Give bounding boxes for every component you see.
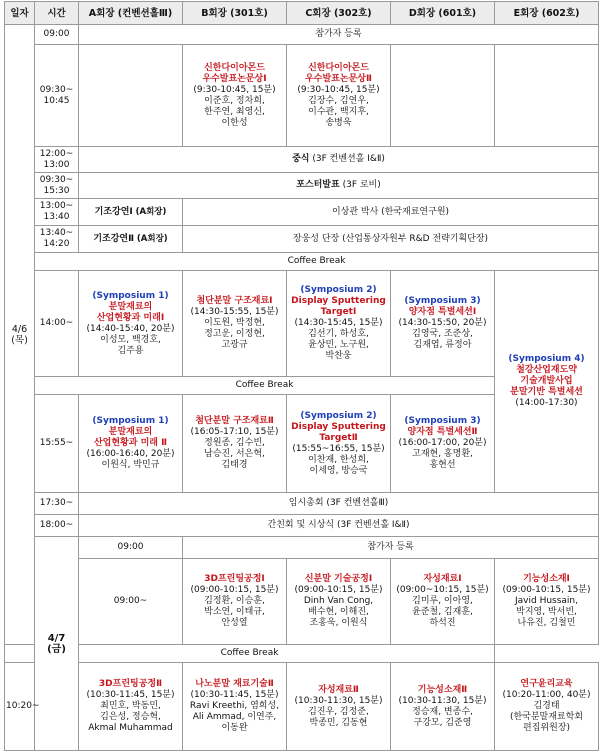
presenters: 이수관, 백지후, xyxy=(308,106,369,117)
presenters: Javid Hussain, xyxy=(515,596,578,606)
symposium-label: (Symposium 3) xyxy=(404,416,481,426)
session-time: (15:55~16:55, 15분) xyxy=(292,443,385,454)
presenters: 김주용 xyxy=(117,345,144,356)
session-time: (10:20-11:00, 40분) xyxy=(502,690,591,700)
session-title: 신한다이아몬드 xyxy=(308,62,369,73)
time-cell: 17:30~ xyxy=(35,493,79,515)
presenters: 정승재, 변종수, xyxy=(412,706,473,717)
presenters: 이세영, 방승국 xyxy=(309,465,368,476)
empty-cell xyxy=(495,45,599,147)
session-time: (10:30-11:30, 15분) xyxy=(398,695,487,706)
symposium-label: (Symposium 2) xyxy=(300,285,377,295)
presenters: 김진우, 김정준, xyxy=(308,706,369,717)
session-title: 연구윤리교육 xyxy=(520,679,573,689)
presenters: 박소연, 이태규, xyxy=(204,607,265,617)
session-title: 첨단분말 구조재료Ⅱ xyxy=(195,416,274,426)
time-start: 13:00~ xyxy=(39,201,74,211)
session-time: (9:30-10:45, 15분) xyxy=(297,84,380,95)
session-cell xyxy=(495,271,599,493)
session-title: Display Sputtering xyxy=(291,421,386,432)
presenters: 김정환, 이승훈, xyxy=(204,596,265,606)
session-time: (14:30-15:55, 15분) xyxy=(190,307,279,317)
presenters: 송병욱 xyxy=(325,117,352,128)
presenters: 나유진, 김철민 xyxy=(517,618,576,628)
time-start: 09:30~ xyxy=(39,174,74,185)
header-row xyxy=(5,2,599,25)
general-meeting-cell: 임시총회 (3F 컨벤션홀Ⅲ) xyxy=(79,493,599,515)
time-cell xyxy=(35,173,79,199)
banquet-cell: 간친회 및 시상식 (3F 컨벤션홀 Ⅰ&Ⅱ) xyxy=(79,515,599,537)
presenters: 조홍욱, 이원식 xyxy=(309,618,368,628)
day2-weekday: (금) xyxy=(47,643,66,655)
presenters: 박찬웅 xyxy=(325,351,352,361)
session-title: 자성재료Ⅱ xyxy=(318,684,359,695)
presenters: 이한성 xyxy=(221,117,248,128)
presenters: 한주연, 최영신, xyxy=(204,106,265,117)
presenters: 윤상민, 노구원, xyxy=(308,340,369,350)
session-title: 우수발표논문상Ⅰ xyxy=(202,73,267,84)
col-header-room-d: D회장 (601호) xyxy=(391,2,495,25)
session-cell xyxy=(391,271,495,377)
presenters: 정원종, 김수빈, xyxy=(204,438,265,448)
time-start: 13:40~ xyxy=(39,228,74,238)
session-title: 신분말 기술공정Ⅰ xyxy=(304,574,373,584)
lunch-location: (3F 컨벤션홀 Ⅰ&Ⅱ) xyxy=(312,154,385,164)
presenters: 편집위원장) xyxy=(523,723,570,733)
session-time: (09:00-10:15, 15분) xyxy=(502,585,591,595)
presenters: 구강모, 김준영 xyxy=(413,717,472,728)
keynote-speaker: 장웅성 단장 (산업통상자원부 R&D 전략기획단장) xyxy=(183,226,599,253)
presenters: 박종민, 김동현 xyxy=(309,717,368,728)
session-title: TargetⅡ xyxy=(319,432,358,443)
session-title: 신한다이아몬드 xyxy=(204,62,265,73)
symposium-label: (Symposium 1) xyxy=(92,290,169,301)
session-title: 양자점 특별세션Ⅰ xyxy=(408,307,477,317)
col-header-date: 일자 xyxy=(5,2,35,25)
presenters: 김장수, 김연우, xyxy=(308,95,369,106)
time-end: 15:30 xyxy=(43,185,70,196)
session-cell xyxy=(183,271,287,377)
time-cell: 09:00~ xyxy=(79,559,183,645)
time-cell: 10:20~ xyxy=(5,663,35,751)
session-title: 산업현황과 미래Ⅰ xyxy=(96,312,165,323)
presenters: 김은성, 정승혁, xyxy=(100,712,161,722)
session-title: 양자점 특별세션Ⅱ xyxy=(407,427,478,437)
presenters: 고재현, 홍명환, xyxy=(412,449,473,459)
session-time: (10:30-11:45, 15분) xyxy=(190,690,279,700)
day2-date-cell xyxy=(35,537,79,751)
presenters: 이찬재, 한성희, xyxy=(308,454,369,465)
session-title: 기능성소재Ⅰ xyxy=(523,574,570,584)
session-cell xyxy=(79,663,183,751)
session-title: 나노분말 재료기술Ⅱ xyxy=(195,679,274,689)
col-header-room-e: E회장 (602호) xyxy=(495,2,599,25)
presenters: 김미루, 이아영, xyxy=(412,596,473,606)
keynote-title: 기조강연Ⅰ xyxy=(94,206,133,217)
time-cell xyxy=(35,147,79,173)
poster-cell xyxy=(79,173,599,199)
presenters: 이준호, 정차희, xyxy=(204,95,265,106)
time-cell xyxy=(35,199,79,226)
time-end: 13:40 xyxy=(43,212,70,222)
presenters: 김재엽, 류정아 xyxy=(413,340,472,350)
session-cell xyxy=(391,663,495,751)
time-cell xyxy=(35,45,79,147)
session-cell xyxy=(495,663,599,751)
col-header-room-b: B회장 (301호) xyxy=(183,2,287,25)
session-title: 분말기반 특별세션 xyxy=(510,387,583,397)
presenters: 김영국, 조준상, xyxy=(412,329,473,339)
session-time: (09:00-10:15, 15분) xyxy=(294,585,383,595)
empty-cell xyxy=(391,45,495,147)
session-time: (16:00-17:00, 20분) xyxy=(398,438,487,448)
col-header-time: 시간 xyxy=(35,2,79,25)
time-start: 12:00~ xyxy=(39,148,74,159)
session-title: 철강산업재도약 xyxy=(516,365,577,375)
coffee-break: Coffee Break xyxy=(35,253,599,271)
lunch-label: 중식 xyxy=(292,154,310,164)
presenters: 최민호, 박동민, xyxy=(100,701,161,711)
presenters: (한국분말재료학회 xyxy=(509,712,584,722)
session-title: Display Sputtering xyxy=(291,296,386,306)
session-cell xyxy=(287,45,391,147)
registration-cell: 참가자 등록 xyxy=(183,537,599,559)
session-title: 기능성소재Ⅱ xyxy=(417,684,468,695)
col-header-room-c: C회장 (302호) xyxy=(287,2,391,25)
session-time: (9:30-10:45, 15분) xyxy=(193,84,276,95)
session-time: (14:30-15:50, 20분) xyxy=(398,318,487,328)
keynote-title-cell xyxy=(79,199,183,226)
session-cell xyxy=(183,559,287,645)
presenters: 김선기, 하성호, xyxy=(308,329,369,339)
session-title: 산업현황과 미래 Ⅱ xyxy=(93,438,168,448)
coffee-break: Coffee Break xyxy=(5,645,495,663)
presenters: 배수현, 이해진, xyxy=(308,607,369,617)
time-end: 10:45 xyxy=(43,95,70,106)
session-time: (14:40-15:40, 20분) xyxy=(86,323,175,334)
session-time: (10:30-11:30, 15분) xyxy=(294,695,383,706)
time-cell: 09:00 xyxy=(79,537,183,559)
symposium-label: (Symposium 3) xyxy=(404,296,481,306)
keynote-title-cell xyxy=(79,226,183,253)
time-cell xyxy=(35,226,79,253)
session-time: (10:30-11:45, 15분) xyxy=(86,690,175,700)
coffee-break: Coffee Break xyxy=(35,377,495,395)
time-end: 14:20 xyxy=(43,239,70,249)
session-cell xyxy=(391,559,495,645)
session-cell xyxy=(79,395,183,493)
presenters: 고광규 xyxy=(221,340,248,350)
empty-cell xyxy=(79,45,183,147)
presenters: Akmal Muhammad xyxy=(88,723,173,733)
session-title: 3D프린팅공정Ⅰ xyxy=(204,574,265,584)
poster-label: 포스터발표 xyxy=(296,180,340,190)
session-cell xyxy=(79,271,183,377)
col-header-room-a: A회장 (컨벤션홀Ⅲ) xyxy=(79,2,183,25)
time-end: 13:00 xyxy=(43,159,70,170)
session-time: (14:00-17:30) xyxy=(515,398,578,408)
presenters: 박지영, 박서빈, xyxy=(516,607,577,617)
time-cell: 18:00~ xyxy=(35,515,79,537)
presenters: Ravi Kreethi, 염희성, xyxy=(189,701,280,711)
session-time: (09:00~10:15, 15분) xyxy=(396,585,489,595)
presenters: 윤준철, 김재훈, xyxy=(412,607,473,617)
symposium-label: (Symposium 2) xyxy=(300,410,377,421)
session-title: 우수발표논문상Ⅱ xyxy=(305,73,372,84)
session-cell xyxy=(183,45,287,147)
session-title: 기술개발사업 xyxy=(520,376,573,386)
time-cell: 15:55~ xyxy=(35,395,79,493)
presenters: 이도원, 박정현, xyxy=(204,318,265,328)
session-time: (16:05-17:10, 15분) xyxy=(190,427,279,437)
presenters: 홍현선 xyxy=(429,460,456,470)
presenters: 하석진 xyxy=(429,618,456,628)
poster-location: (3F 로비) xyxy=(342,180,381,190)
session-cell xyxy=(495,559,599,645)
session-cell xyxy=(287,559,391,645)
day2-date: 4/7 xyxy=(47,632,66,644)
presenters: 이원식, 박민규 xyxy=(101,460,160,470)
keynote-title: 기조강연Ⅱ xyxy=(93,233,135,244)
presenters: Ali Ammad, 이연주, xyxy=(192,712,277,722)
presenters: 김태경 xyxy=(221,460,248,470)
session-time: (14:30-15:45, 15분) xyxy=(294,318,383,328)
session-title: 3D프린팅공정Ⅱ xyxy=(98,679,163,689)
time-cell: 09:00 xyxy=(35,25,79,45)
session-title: 자성재료Ⅰ xyxy=(423,574,462,584)
presenters: 안성열 xyxy=(221,618,248,628)
session-cell xyxy=(183,395,287,493)
keynote-room: (A회장) xyxy=(136,233,168,244)
presenters: 정고운, 이정현, xyxy=(204,329,265,339)
presenters: 이동완 xyxy=(221,723,248,733)
symposium-label: (Symposium 1) xyxy=(92,416,169,426)
time-cell: 14:00~ xyxy=(35,271,79,377)
keynote-room: (A회장) xyxy=(135,206,167,217)
day1-date-cell xyxy=(5,25,35,645)
lunch-cell xyxy=(79,147,599,173)
session-time: (09:00-10:15, 15분) xyxy=(190,585,279,595)
registration-cell: 참가자 등록 xyxy=(79,25,599,45)
time-start: 09:30~ xyxy=(39,84,74,95)
day1-date: 4/6 xyxy=(11,323,28,335)
presenters: Dinh Van Cong, xyxy=(303,596,374,606)
session-title: TargetⅠ xyxy=(320,307,357,317)
day1-weekday: (목) xyxy=(11,334,28,346)
session-cell xyxy=(287,271,391,377)
session-cell xyxy=(183,663,287,751)
session-title: 첨단분말 구조재료Ⅰ xyxy=(196,296,273,306)
keynote-speaker: 이상관 박사 (한국재료연구원) xyxy=(183,199,599,226)
symposium-label: (Symposium 4) xyxy=(508,354,585,364)
schedule-table xyxy=(4,1,599,751)
presenters: 김경태 xyxy=(533,701,560,711)
session-cell xyxy=(287,395,391,493)
presenters: 남승진, 서은혁, xyxy=(204,449,265,459)
presenters: 이성모, 백경호, xyxy=(100,334,161,345)
session-title: 분말재료의 xyxy=(108,427,153,437)
session-time: (16:00-16:40, 20분) xyxy=(86,449,175,459)
session-title: 분말재료의 xyxy=(108,301,153,312)
session-cell xyxy=(287,663,391,751)
session-cell xyxy=(391,395,495,493)
